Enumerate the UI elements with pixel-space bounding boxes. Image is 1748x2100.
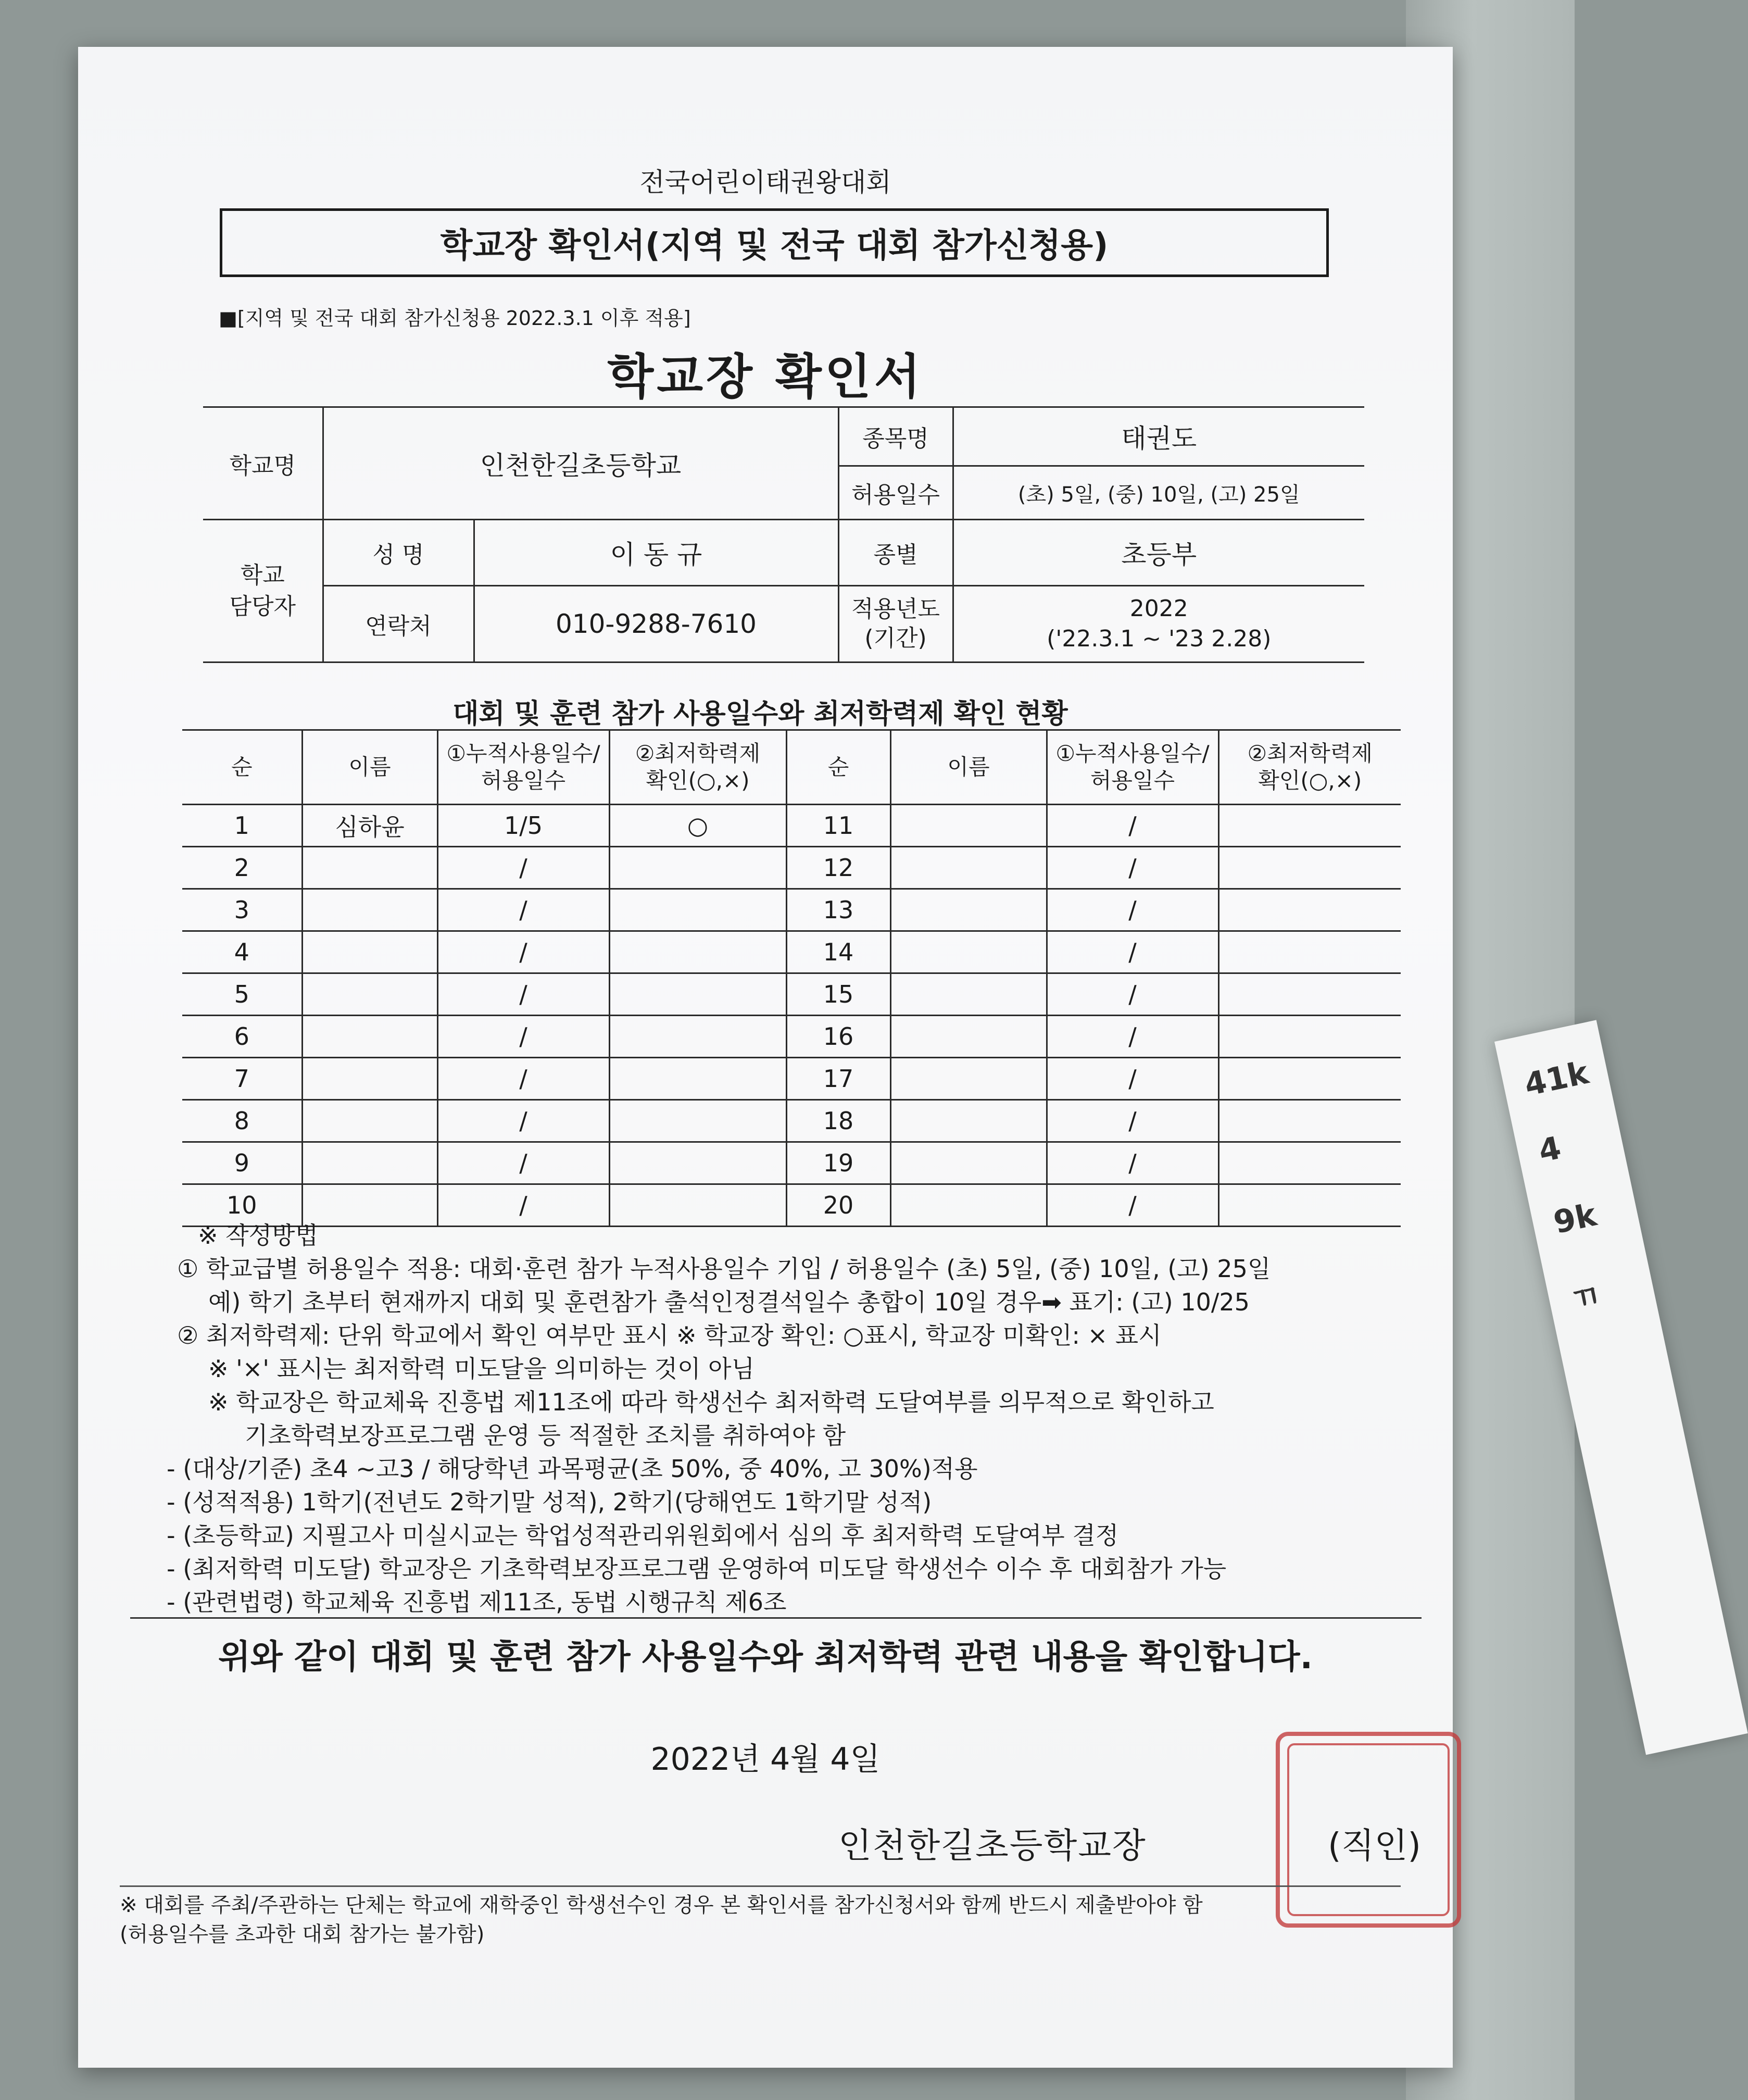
note-line: - (최저학력 미도달) 학교장은 기초학력보장프로그램 운영하여 미도달 학생선수 이수 후 대회참가 가능 <box>167 1555 1227 1583</box>
applies-notice: ■[지역 및 전국 대회 참가신청용 2022.3.1 이후 적용] <box>219 307 691 330</box>
note-line: ※ 학교장은 학교체육 진흥법 제11조에 따라 학생선수 최저학력 도달여부를 의무적으로 확인하고 <box>208 1388 1214 1416</box>
row-days-cell: 1/5 <box>437 805 609 847</box>
row-check-cell <box>609 889 786 931</box>
row-check-cell <box>609 973 786 1016</box>
allowed-days-label: 허용일수 <box>838 466 953 520</box>
row-no-cell: 9 <box>182 1142 302 1184</box>
row-check-cell <box>1218 1100 1401 1142</box>
row-days-cell: / <box>1047 973 1218 1016</box>
row-days-cell: / <box>437 931 609 973</box>
confirmation-statement: 위와 같이 대회 및 훈련 참가 사용일수와 최저학력 관련 내용을 확인합니다. <box>218 1638 1313 1677</box>
contact-label: 연락처 <box>323 586 474 662</box>
school-name-value: 인천한길초등학교 <box>323 407 838 520</box>
row-no-cell: 18 <box>786 1100 890 1142</box>
note-line: - (초등학교) 지필고사 미실시교는 학업성적관리위원회에서 심의 후 최저학력 도달여부 결정 <box>167 1521 1119 1549</box>
row-name-cell <box>890 889 1047 931</box>
info-table <box>203 406 1364 663</box>
header-no: 순 <box>786 730 890 805</box>
table-row <box>182 973 1401 1016</box>
row-check-cell <box>1218 1016 1401 1058</box>
note-line: - (대상/기준) 초4 ~고3 / 해당학년 과목평균(초 50%, 중 40%, 고 30%)적용 <box>167 1455 978 1483</box>
header-days: ①누적사용일수/ 허용일수 <box>1047 730 1218 805</box>
confirmation-document <box>78 47 1453 2068</box>
header-name: 이름 <box>302 730 437 805</box>
divider <box>130 1617 1422 1619</box>
row-check-cell: ○ <box>609 805 786 847</box>
row-no-cell: 15 <box>786 973 890 1016</box>
row-check-cell <box>609 1058 786 1100</box>
note-line: 기초학력보장프로그램 운영 등 적절한 조치를 취하여야 함 <box>245 1421 846 1449</box>
header-check: ②최저학력제 확인(○,×) <box>609 730 786 805</box>
instructions <box>167 1219 1437 1619</box>
row-no-cell: 14 <box>786 931 890 973</box>
header-name: 이름 <box>890 730 1047 805</box>
row-days-cell: / <box>1047 889 1218 931</box>
row-no-cell: 20 <box>786 1184 890 1227</box>
row-check-cell <box>1218 805 1401 847</box>
issue-date: 2022년 4월 4일 <box>650 1741 881 1778</box>
row-days-cell: / <box>1047 805 1218 847</box>
row-check-cell <box>609 847 786 889</box>
row-no-cell: 17 <box>786 1058 890 1100</box>
row-days-cell: / <box>437 1142 609 1184</box>
row-days-cell: / <box>437 889 609 931</box>
background-sheet-text: 9k <box>1550 1196 1600 1241</box>
row-check-cell <box>1218 1058 1401 1100</box>
row-name-cell <box>302 973 437 1016</box>
category-label: 종별 <box>838 520 953 586</box>
table-row <box>182 889 1401 931</box>
header-days: ①누적사용일수/ 허용일수 <box>437 730 609 805</box>
main-title: 학교장 확인서 <box>607 349 924 405</box>
table-row <box>182 1142 1401 1184</box>
row-no-cell: 4 <box>182 931 302 973</box>
row-no-cell: 6 <box>182 1016 302 1058</box>
row-check-cell <box>1218 1142 1401 1184</box>
background-sheet-text: 41k <box>1521 1054 1592 1104</box>
row-name-cell <box>302 1058 437 1100</box>
row-name-cell <box>302 1142 437 1184</box>
table-row <box>182 1058 1401 1100</box>
note-line: - (성적적용) 1학기(전년도 2학기말 성적), 2학기(당해연도 1학기말 성적) <box>167 1488 932 1516</box>
row-days-cell: / <box>437 1016 609 1058</box>
note-line: 예) 학기 초부터 현재까지 대회 및 훈련참가 출석인정결석일수 총합이 10일 경우➡ 표기: (고) 10/25 <box>208 1288 1250 1316</box>
row-no-cell: 3 <box>182 889 302 931</box>
row-name-cell: 심하윤 <box>302 805 437 847</box>
row-days-cell: / <box>1047 1100 1218 1142</box>
row-days-cell: / <box>1047 1142 1218 1184</box>
footnote-divider <box>120 1885 1401 1887</box>
principal-name: 인천한길초등학교장 <box>838 1826 1147 1866</box>
row-no-cell: 8 <box>182 1100 302 1142</box>
note-line: ※ '×' 표시는 최저학력 미도달을 의미하는 것이 아님 <box>208 1355 755 1383</box>
allowed-days-value: (초) 5일, (중) 10일, (고) 25일 <box>953 466 1364 520</box>
row-check-cell <box>609 1100 786 1142</box>
document-title-box: 학교장 확인서(지역 및 전국 대회 참가신청용) <box>220 208 1329 277</box>
row-check-cell <box>1218 973 1401 1016</box>
row-days-cell: / <box>437 1058 609 1100</box>
background-sheet-text: 4 <box>1535 1129 1565 1170</box>
row-days-cell: / <box>1047 931 1218 973</box>
row-no-cell: 5 <box>182 973 302 1016</box>
roster-table <box>182 729 1401 1227</box>
roster-title: 대회 및 훈련 참가 사용일수와 최저학력제 확인 현황 <box>452 698 1068 730</box>
row-days-cell: / <box>437 847 609 889</box>
row-name-cell <box>302 847 437 889</box>
footnote-line: (허용일수를 초과한 대회 참가는 불가함) <box>120 1922 485 1946</box>
row-days-cell: / <box>437 1100 609 1142</box>
row-days-cell: / <box>1047 1184 1218 1227</box>
roster-rows <box>182 805 1401 1227</box>
row-no-cell: 13 <box>786 889 890 931</box>
footnote <box>120 1891 1401 1949</box>
row-name-cell <box>890 1100 1047 1142</box>
teacher-label: 학교 담당자 <box>203 520 323 662</box>
row-name-cell <box>890 1016 1047 1058</box>
footnote-line: ※ 대회를 주최/주관하는 단체는 학교에 재학중인 학생선수인 경우 본 확인서를 참가신청서와 함께 반드시 제출받아야 함 <box>120 1893 1203 1917</box>
table-row <box>182 805 1401 847</box>
header-no: 순 <box>182 730 302 805</box>
row-check-cell <box>1218 889 1401 931</box>
row-name-cell <box>890 847 1047 889</box>
row-days-cell: / <box>1047 1058 1218 1100</box>
row-name-cell <box>890 973 1047 1016</box>
row-no-cell: 10 <box>182 1184 302 1227</box>
row-name-cell <box>302 1016 437 1058</box>
background-sheet-text: ㄲ <box>1567 1277 1604 1319</box>
year-label: 적용년도 (기간) <box>838 586 953 662</box>
row-check-cell <box>609 931 786 973</box>
note-line: ② 최저학력제: 단위 학교에서 확인 여부만 표시 ※ 학교장 확인: ○표시, 학교장 미확인: × 표시 <box>177 1321 1162 1349</box>
table-row <box>182 1100 1401 1142</box>
table-row <box>182 847 1401 889</box>
teacher-name-value: 이 동 규 <box>474 520 838 586</box>
contact-value: 010-9288-7610 <box>474 586 838 662</box>
row-no-cell: 16 <box>786 1016 890 1058</box>
note-line: ① 학교급별 허용일수 적용: 대회·훈련 참가 누적사용일수 기입 / 허용일수 (초) 5일, (중) 10일, (고) 25일 <box>177 1255 1271 1283</box>
row-no-cell: 2 <box>182 847 302 889</box>
school-name-label: 학교명 <box>203 407 323 520</box>
teacher-name-label: 성 명 <box>323 520 474 586</box>
row-days-cell: / <box>1047 847 1218 889</box>
header-check: ②최저학력제 확인(○,×) <box>1218 730 1401 805</box>
row-check-cell <box>609 1142 786 1184</box>
row-days-cell: / <box>437 973 609 1016</box>
row-name-cell <box>890 1058 1047 1100</box>
row-no-cell: 12 <box>786 847 890 889</box>
row-name-cell <box>302 1100 437 1142</box>
row-name-cell <box>890 805 1047 847</box>
seal-label: (직인) <box>1328 1826 1422 1866</box>
row-days-cell: / <box>437 1184 609 1227</box>
row-days-cell: / <box>1047 1016 1218 1058</box>
row-no-cell: 7 <box>182 1058 302 1100</box>
category-value: 초등부 <box>953 520 1364 586</box>
row-check-cell <box>609 1016 786 1058</box>
row-no-cell: 19 <box>786 1142 890 1184</box>
note-line: - (관련법령) 학교체육 진흥법 제11조, 동법 시행규칙 제6조 <box>167 1588 787 1616</box>
row-name-cell <box>302 889 437 931</box>
row-check-cell <box>1218 931 1401 973</box>
row-name-cell <box>302 931 437 973</box>
table-row <box>182 1016 1401 1058</box>
event-label: 종목명 <box>838 407 953 466</box>
row-check-cell <box>1218 847 1401 889</box>
row-no-cell: 1 <box>182 805 302 847</box>
year-value: 2022 ('22.3.1 ~ '23 2.28) <box>953 586 1364 662</box>
row-name-cell <box>890 931 1047 973</box>
event-value: 태권도 <box>953 407 1364 466</box>
notes-heading: ※ 작성방법 <box>198 1221 318 1249</box>
row-no-cell: 11 <box>786 805 890 847</box>
row-name-cell <box>890 1142 1047 1184</box>
organizer-title: 전국어린이태권왕대회 <box>639 167 891 197</box>
table-row <box>182 931 1401 973</box>
